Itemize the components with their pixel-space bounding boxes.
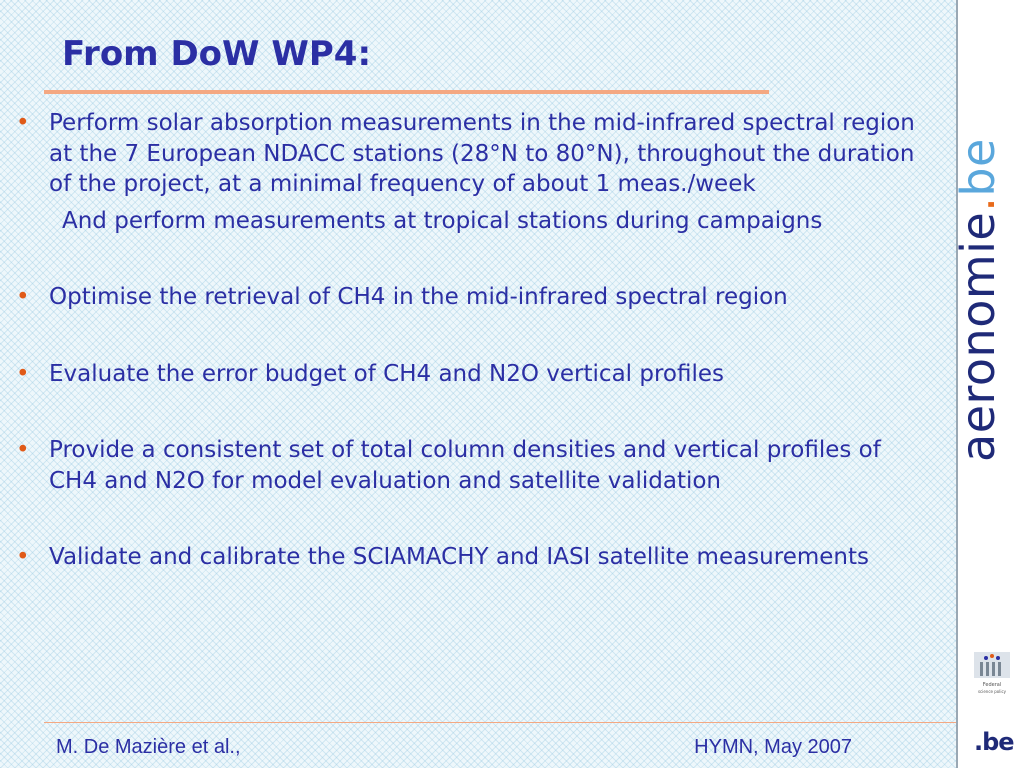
bullet-item [16,108,931,236]
sub-paragraph: And perform measurements at tropical stations during campaigns [62,207,823,234]
bullet-item [16,435,931,496]
title-divider [44,90,769,94]
brand-wordmark [953,62,1003,462]
footer-divider [44,722,956,723]
brand-tld: be [951,138,1005,197]
bullet-dot-icon: • [16,110,30,136]
bullet-dot-icon: • [16,360,30,387]
federal-science-policy-logo-icon [972,648,1012,698]
bullet-text: Validate and calibrate the SCIAMACHY and IASI satellite measurements [49,544,869,570]
footer-author: M. De Mazière et al., [56,736,241,758]
bullet-text: Provide a consistent set of total column densities and vertical profiles of CH4 and N2O for model evaluation and satellite validation [49,437,881,494]
bullet-dot-icon: • [16,437,30,463]
federal-label-1: Federal [982,682,1002,688]
bullet-item [16,542,931,573]
bullet-dot-icon: • [16,284,30,310]
footer-event: HYMN, May 2007 [694,736,852,758]
bullet-text: Perform solar absorption measurements in the mid-infrared spectral region at the 7 European NDACC stations (28°N to 80°N), throughout the duration of the project, at a minimal frequency of about 1 meas./week [49,110,915,197]
be-logo: .be [974,728,1014,756]
bullet-list [16,108,931,619]
slide-title: From DoW WP4: [62,34,372,74]
bullet-dot-icon: • [16,544,30,570]
brand-main: aeronomie [951,211,1005,462]
brand-dot: . [951,196,1005,212]
bullet-text: Optimise the retrieval of CH4 in the mid-infrared spectral region [49,284,788,310]
bullet-text: Evaluate the error budget of CH4 and N2O vertical profiles [49,360,724,387]
bullet-item [16,282,931,313]
bullet-item [16,359,931,390]
federal-label-2: science policy [977,689,1007,694]
